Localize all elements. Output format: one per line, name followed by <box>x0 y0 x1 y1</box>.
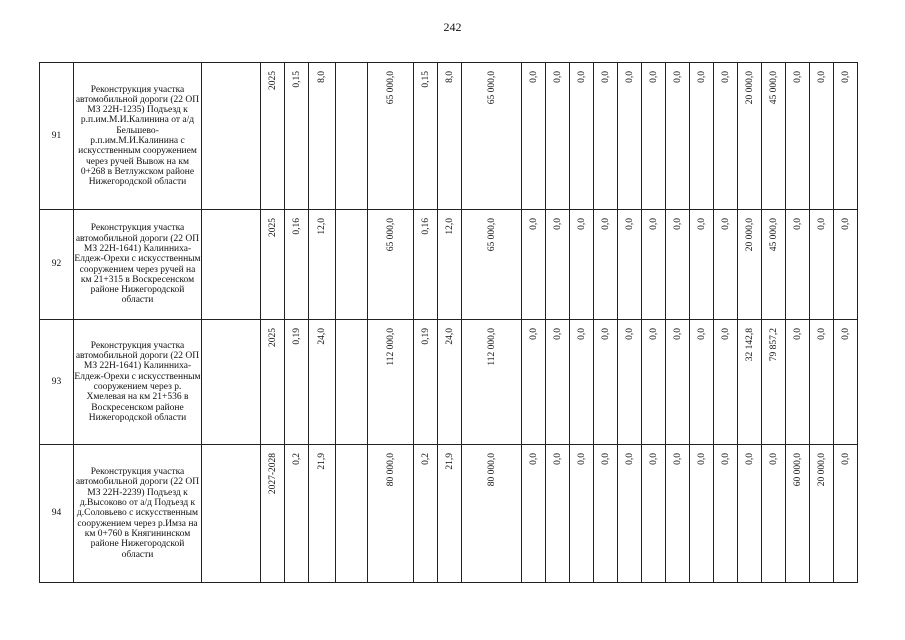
value-text: 0,0 <box>648 218 659 230</box>
value-cell <box>336 63 368 210</box>
value-text: 12,0 <box>444 218 455 235</box>
value-cell <box>522 210 546 320</box>
value-text: 0,0 <box>648 71 659 83</box>
value-cell <box>368 320 414 445</box>
value-cell <box>738 63 762 210</box>
value-cell <box>522 320 546 445</box>
value-cell <box>642 445 666 583</box>
value-text: 0,16 <box>291 218 302 235</box>
value-cell <box>336 320 368 445</box>
value-text: 0,0 <box>816 218 827 230</box>
value-cell <box>336 210 368 320</box>
value-cell <box>690 320 714 445</box>
value-text: 0,0 <box>624 71 635 83</box>
value-cell <box>462 63 522 210</box>
page-number: 242 <box>443 20 462 34</box>
value-cell <box>462 210 522 320</box>
object-name: Реконструкция участка автомобильной дороги (22 ОП МЗ 22Н-1235) Подъезд к р.п.им.М.И.Калинина от а/д Бельшево-р.п.им.М.И.Калинина с искусственным сооружением через ручей Вывож на км 0+268 в Ветлужском районе Нижегородской области <box>74 63 202 210</box>
value-text: 0,0 <box>528 71 539 83</box>
value-cell <box>762 210 786 320</box>
value-cell <box>786 63 810 210</box>
value-text: 21,9 <box>316 453 327 470</box>
value-text: 0,0 <box>648 453 659 465</box>
value-cell <box>810 210 834 320</box>
value-text: 65 000,0 <box>385 218 396 252</box>
value-text: 0,0 <box>840 328 851 340</box>
value-cell <box>546 320 570 445</box>
value-text: 24,0 <box>316 328 327 345</box>
row-number: 92 <box>40 210 74 320</box>
value-cell <box>642 63 666 210</box>
value-text: 0,0 <box>672 328 683 340</box>
value-text: 0,0 <box>552 453 563 465</box>
value-text: 20 000,0 <box>744 71 755 105</box>
value-text: 24,0 <box>444 328 455 345</box>
value-text: 65 000,0 <box>486 218 497 252</box>
table-row <box>40 63 891 210</box>
value-cell <box>570 445 594 583</box>
value-cell <box>594 445 618 583</box>
value-text: 79 857,2 <box>768 328 779 362</box>
value-cell <box>834 63 858 210</box>
value-cell <box>714 445 738 583</box>
empty-cell <box>202 210 261 320</box>
value-text: 0,0 <box>816 328 827 340</box>
value-text: 0,0 <box>600 71 611 83</box>
value-cell <box>438 445 462 583</box>
value-text: 0,0 <box>528 218 539 230</box>
value-cell <box>666 320 690 445</box>
value-cell <box>690 63 714 210</box>
value-cell <box>261 210 285 320</box>
value-text: 0,0 <box>672 218 683 230</box>
value-cell <box>368 63 414 210</box>
value-cell <box>834 210 858 320</box>
value-text: 0,0 <box>576 71 587 83</box>
value-cell <box>594 63 618 210</box>
table-row <box>40 320 891 445</box>
value-cell <box>618 210 642 320</box>
value-text: 0,2 <box>291 453 302 465</box>
value-text: 0,0 <box>768 453 779 465</box>
value-text: 0,0 <box>696 218 707 230</box>
value-cell <box>666 445 690 583</box>
value-text: 0,0 <box>696 71 707 83</box>
value-text: 0,19 <box>420 328 431 345</box>
value-text: 0,0 <box>840 453 851 465</box>
value-cell <box>762 445 786 583</box>
value-cell <box>546 210 570 320</box>
value-text: 21,9 <box>444 453 455 470</box>
value-cell <box>786 320 810 445</box>
value-cell <box>336 445 368 583</box>
value-cell <box>309 320 336 445</box>
value-cell <box>642 320 666 445</box>
value-cell <box>414 210 438 320</box>
value-cell <box>618 445 642 583</box>
value-text: 0,0 <box>552 328 563 340</box>
value-cell <box>438 210 462 320</box>
value-text: 0,19 <box>291 328 302 345</box>
empty-cell <box>202 445 261 583</box>
value-cell <box>594 320 618 445</box>
value-text: 32 142,8 <box>744 328 755 362</box>
value-text: 0,0 <box>528 453 539 465</box>
value-cell <box>810 320 834 445</box>
value-text: 0,0 <box>744 453 755 465</box>
value-cell <box>309 63 336 210</box>
value-cell <box>666 63 690 210</box>
value-text: 0,0 <box>696 453 707 465</box>
value-cell <box>666 210 690 320</box>
value-text: 60 000,0 <box>792 453 803 487</box>
value-cell <box>285 210 309 320</box>
value-text: 0,15 <box>420 71 431 88</box>
value-cell <box>546 63 570 210</box>
value-cell <box>570 210 594 320</box>
value-text: 0,0 <box>816 71 827 83</box>
value-text: 65 000,0 <box>486 71 497 105</box>
value-text: 0,0 <box>672 453 683 465</box>
value-text: 0,0 <box>792 328 803 340</box>
value-cell <box>594 210 618 320</box>
value-text: 0,0 <box>576 453 587 465</box>
value-text: 8,0 <box>444 71 455 83</box>
row-number: 93 <box>40 320 74 445</box>
value-cell <box>438 63 462 210</box>
object-name: Реконструкция участка автомобильной дороги (22 ОП МЗ 22Н-2239) Подъезд к д.Высоково от а/д Подъезд к д.Соловьево с искусственным сооружением через р.Имза на км 0+760 в Княгининском районе Нижегородской области <box>74 445 202 583</box>
value-text: 0,0 <box>720 328 731 340</box>
value-text: 20 000,0 <box>816 453 827 487</box>
value-cell <box>690 210 714 320</box>
value-cell <box>642 210 666 320</box>
value-text: 2025 <box>267 218 278 237</box>
value-cell <box>786 210 810 320</box>
value-cell <box>522 445 546 583</box>
value-text: 112 000,0 <box>385 328 396 366</box>
value-text: 0,0 <box>624 218 635 230</box>
value-text: 0,0 <box>600 218 611 230</box>
value-text: 0,0 <box>528 328 539 340</box>
table-row <box>40 210 891 320</box>
value-text: 0,0 <box>720 218 731 230</box>
value-text: 0,0 <box>840 218 851 230</box>
value-cell <box>714 63 738 210</box>
value-cell <box>618 63 642 210</box>
value-text: 112 000,0 <box>486 328 497 366</box>
value-cell <box>285 63 309 210</box>
value-cell <box>414 445 438 583</box>
value-cell <box>738 210 762 320</box>
value-text: 45 000,0 <box>768 218 779 252</box>
value-text: 45 000,0 <box>768 71 779 105</box>
value-cell <box>834 445 858 583</box>
value-text: 0,16 <box>420 218 431 235</box>
value-text: 80 000,0 <box>486 453 497 487</box>
row-number: 94 <box>40 445 74 583</box>
row-number: 91 <box>40 63 74 210</box>
value-text: 2025 <box>267 71 278 90</box>
value-text: 0,0 <box>672 71 683 83</box>
table-row <box>40 445 891 583</box>
value-cell <box>261 320 285 445</box>
value-text: 80 000,0 <box>385 453 396 487</box>
value-text: 0,0 <box>840 71 851 83</box>
empty-cell <box>202 63 261 210</box>
value-cell <box>261 63 285 210</box>
value-cell <box>368 445 414 583</box>
value-cell <box>285 445 309 583</box>
value-text: 8,0 <box>316 71 327 83</box>
value-cell <box>786 445 810 583</box>
value-text: 12,0 <box>316 218 327 235</box>
value-text: 0,0 <box>792 71 803 83</box>
value-text: 0,0 <box>792 218 803 230</box>
value-text: 20 000,0 <box>744 218 755 252</box>
value-text: 0,0 <box>576 328 587 340</box>
value-text: 0,0 <box>552 218 563 230</box>
value-text: 0,0 <box>600 453 611 465</box>
value-cell <box>261 445 285 583</box>
value-cell <box>570 320 594 445</box>
value-cell <box>522 63 546 210</box>
value-cell <box>762 320 786 445</box>
object-name: Реконструкция участка автомобильной дороги (22 ОП МЗ 22Н-1641) Калинниха-Елдеж-Орехи с искусственным сооружением через ручей на км 21+315 в Воскресенском районе Нижегородской области <box>74 210 202 320</box>
value-cell <box>714 320 738 445</box>
value-cell <box>834 320 858 445</box>
value-cell <box>309 445 336 583</box>
object-name: Реконструкция участка автомобильной дороги (22 ОП МЗ 22Н-1641) Калинниха-Елдеж-Орехи с искусственным сооружением через р. Хмелевая на км 21+536 в Воскресенском районе Нижегородской области <box>74 320 202 445</box>
value-cell <box>738 320 762 445</box>
value-text: 0,2 <box>420 453 431 465</box>
empty-cell <box>202 320 261 445</box>
value-cell <box>285 320 309 445</box>
value-cell <box>714 210 738 320</box>
value-text: 0,0 <box>624 453 635 465</box>
value-text: 65 000,0 <box>385 71 396 105</box>
value-cell <box>462 320 522 445</box>
value-text: 0,0 <box>720 453 731 465</box>
value-cell <box>690 445 714 583</box>
value-text: 2025 <box>267 328 278 347</box>
value-text: 0,15 <box>291 71 302 88</box>
value-cell <box>546 445 570 583</box>
value-text: 2027-2028 <box>267 453 278 495</box>
value-cell <box>762 63 786 210</box>
value-cell <box>438 320 462 445</box>
value-text: 0,0 <box>696 328 707 340</box>
value-text: 0,0 <box>552 71 563 83</box>
data-table <box>39 62 891 583</box>
value-text: 0,0 <box>624 328 635 340</box>
value-cell <box>414 320 438 445</box>
value-cell <box>570 63 594 210</box>
value-text: 0,0 <box>600 328 611 340</box>
value-cell <box>414 63 438 210</box>
value-text: 0,0 <box>648 328 659 340</box>
value-text: 0,0 <box>576 218 587 230</box>
value-cell <box>810 445 834 583</box>
value-cell <box>810 63 834 210</box>
value-cell <box>618 320 642 445</box>
value-cell <box>368 210 414 320</box>
value-cell <box>738 445 762 583</box>
value-text: 0,0 <box>720 71 731 83</box>
value-cell <box>462 445 522 583</box>
value-cell <box>309 210 336 320</box>
